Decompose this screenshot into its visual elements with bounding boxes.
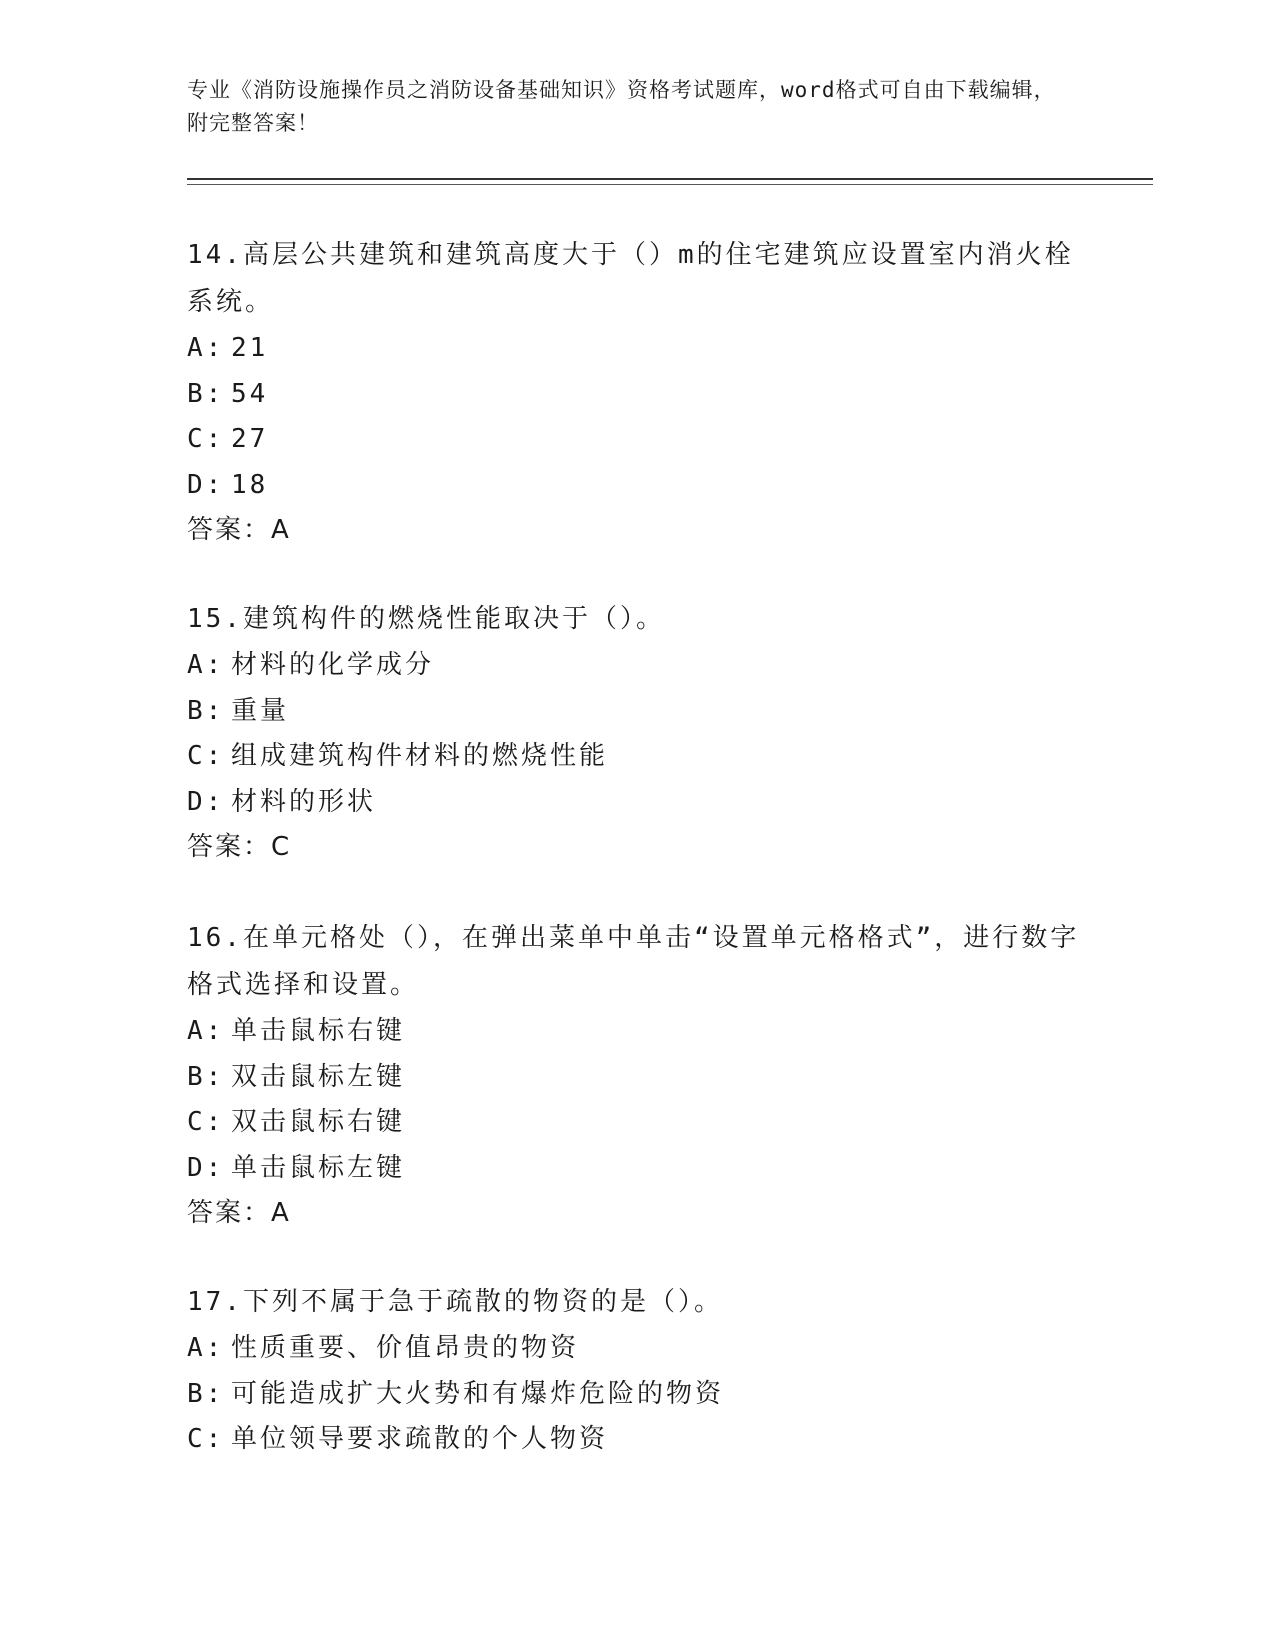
- option-d: [187, 1146, 1087, 1192]
- option-text: 双击鼠标左键: [231, 1061, 406, 1092]
- question-17: [187, 1279, 1087, 1463]
- option-text: 双击鼠标右键: [231, 1107, 406, 1137]
- option-b: [187, 689, 1087, 735]
- question-text: [187, 596, 1087, 643]
- question-text: [187, 1279, 1087, 1326]
- option-text: 54: [231, 378, 269, 409]
- question-15: [187, 596, 1087, 871]
- option-letter: B:: [187, 695, 225, 726]
- option-b: [187, 1372, 1087, 1418]
- option-c: [187, 1417, 1087, 1463]
- document-header: [187, 74, 1067, 140]
- question-stem: 建筑构件的燃烧性能取决于（）。: [242, 604, 665, 634]
- option-letter: A:: [187, 333, 225, 363]
- option-letter: B:: [187, 378, 225, 409]
- option-text: 组成建筑构件材料的燃烧性能: [231, 741, 609, 771]
- option-a: [187, 326, 1087, 372]
- question-text: [187, 915, 1087, 1009]
- option-c: [187, 1100, 1087, 1146]
- question-stem: 在单元格处（），在弹出菜单中单击“设置单元格格式”，进行数字格式选择和设置。: [187, 923, 1080, 1000]
- question-14: [187, 232, 1087, 554]
- question-text: [187, 232, 1087, 326]
- option-letter: D:: [187, 786, 225, 817]
- option-a: [187, 1009, 1087, 1055]
- option-text: 重量: [231, 695, 290, 726]
- question-16: [187, 915, 1087, 1237]
- question-number: 14.: [187, 240, 243, 270]
- option-text: 单击鼠标左键: [231, 1152, 406, 1183]
- question-number: 15.: [187, 604, 243, 634]
- option-text: 性质重要、价值昂贵的物资: [231, 1333, 580, 1363]
- option-a: [187, 1326, 1087, 1372]
- option-letter: A:: [187, 650, 225, 680]
- option-d: [187, 780, 1087, 826]
- option-b: [187, 372, 1087, 418]
- option-letter: C:: [187, 1107, 225, 1137]
- option-letter: C:: [187, 741, 225, 771]
- question-stem: 高层公共建筑和建筑高度大于（）m的住宅建筑应设置室内消火栓系统。: [187, 240, 1074, 317]
- option-letter: B:: [187, 1378, 225, 1409]
- option-text: 可能造成扩大火势和有爆炸危险的物资: [231, 1378, 725, 1409]
- option-letter: B:: [187, 1061, 225, 1092]
- option-c: [187, 734, 1087, 780]
- option-letter: D:: [187, 469, 225, 500]
- option-letter: C:: [187, 1424, 225, 1454]
- option-d: [187, 463, 1087, 509]
- option-text: 单击鼠标右键: [231, 1016, 406, 1046]
- option-letter: A:: [187, 1016, 225, 1046]
- answer-line: 答案：A: [187, 515, 291, 545]
- question-number: 16.: [187, 923, 243, 953]
- option-c: [187, 417, 1087, 463]
- option-letter: A:: [187, 1333, 225, 1363]
- option-letter: D:: [187, 1152, 225, 1183]
- question-number: 17.: [187, 1287, 243, 1317]
- header-divider-thin: [187, 184, 1153, 185]
- option-text: 材料的化学成分: [231, 650, 435, 680]
- option-text: 21: [231, 333, 269, 363]
- option-text: 18: [231, 469, 269, 500]
- option-text: 27: [231, 424, 269, 454]
- option-text: 材料的形状: [231, 786, 377, 817]
- header-intro-text: 专业《消防设施操作员之消防设备基础知识》资格考试题库，word格式可自由下载编辑，附完整答案！: [187, 78, 1056, 135]
- option-a: [187, 643, 1087, 689]
- answer-line: 答案：A: [187, 1198, 291, 1228]
- option-text: 单位领导要求疏散的个人物资: [231, 1424, 609, 1454]
- option-letter: C:: [187, 424, 225, 454]
- header-divider-thick: [187, 178, 1153, 180]
- option-b: [187, 1055, 1087, 1101]
- question-stem: 下列不属于急于疏散的物资的是（）。: [242, 1287, 723, 1317]
- answer-line: 答案：C: [187, 832, 292, 862]
